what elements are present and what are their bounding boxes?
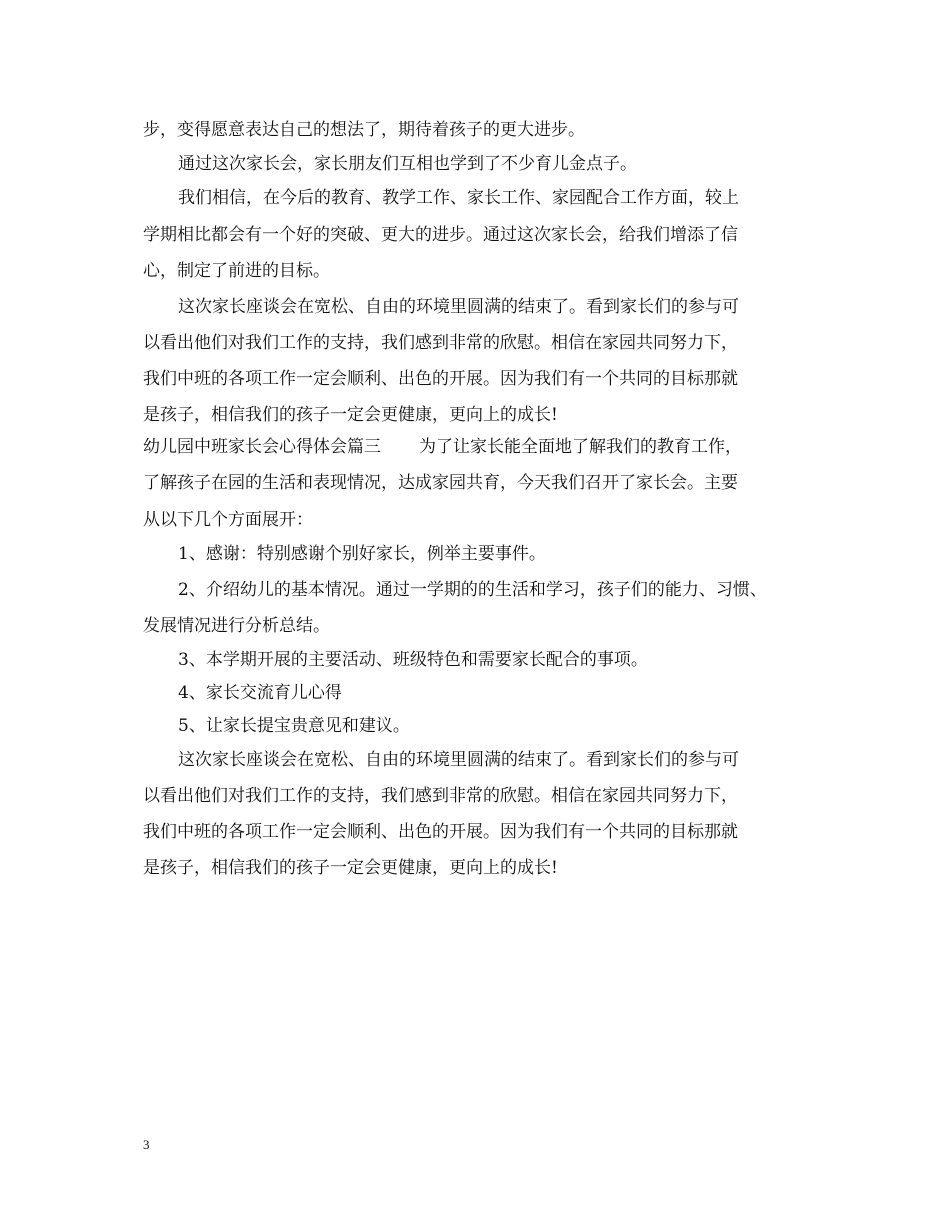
section-title-line (143, 437, 742, 457)
text-line: 这次家长座谈会在宽松、自由的环境里圆满的结束了。看到家长们的参与可 (178, 750, 739, 770)
text-fragment: 为了让家长能全面地了解我们的教育工作， (419, 437, 742, 457)
text-line: 从以下几个方面展开： (143, 510, 313, 530)
section-title: 幼儿园中班家长会心得体会篇三 (143, 437, 381, 457)
list-item: 2、介绍幼儿的基本情况。通过一学期的的生活和学习，孩子们的能力、习惯、 (178, 580, 767, 600)
text-line: 是孩子，相信我们的孩子一定会更健康，更向上的成长! (143, 858, 558, 878)
text-line: 心，制定了前进的目标。 (143, 261, 330, 281)
text-line: 是孩子，相信我们的孩子一定会更健康，更向上的成长! (143, 405, 558, 425)
text-line: 这次家长座谈会在宽松、自由的环境里圆满的结束了。看到家长们的参与可 (178, 297, 739, 317)
page-number: 3 (143, 1137, 150, 1152)
list-item: 3、本学期开展的主要活动、班级特色和需要家长配合的事项。 (178, 650, 648, 670)
text-line: 以看出他们对我们工作的支持，我们感到非常的欣慰。相信在家园共同努力下， (143, 333, 738, 353)
text-line: 我们相信，在今后的教育、教学工作、家长工作、家园配合工作方面，较上 (178, 188, 739, 208)
text-line: 以看出他们对我们工作的支持，我们感到非常的欣慰。相信在家园共同努力下， (143, 786, 738, 806)
text-line: 发展情况进行分析总结。 (143, 616, 330, 636)
text-line: 我们中班的各项工作一定会顺利、出色的开展。因为我们有一个共同的目标那就 (143, 822, 738, 842)
text-line: 步，变得愿意表达自己的想法了，期待着孩子的更大进步。 (143, 120, 585, 140)
text-line: 了解孩子在园的生活和表现情况，达成家园共育，今天我们召开了家长会。主要 (143, 473, 738, 493)
list-item: 5、让家长提宝贵意见和建议。 (178, 716, 410, 736)
text-line: 通过这次家长会，家长朋友们互相也学到了不少育儿金点子。 (178, 154, 637, 174)
text-line: 我们中班的各项工作一定会顺利、出色的开展。因为我们有一个共同的目标那就 (143, 369, 738, 389)
list-item: 1、感谢：特别感谢个别好家长，例举主要事件。 (178, 544, 546, 564)
text-line: 学期相比都会有一个好的突破、更大的进步。通过这次家长会，给我们增添了信 (143, 225, 738, 245)
list-item: 4、家长交流育儿心得 (178, 683, 342, 703)
